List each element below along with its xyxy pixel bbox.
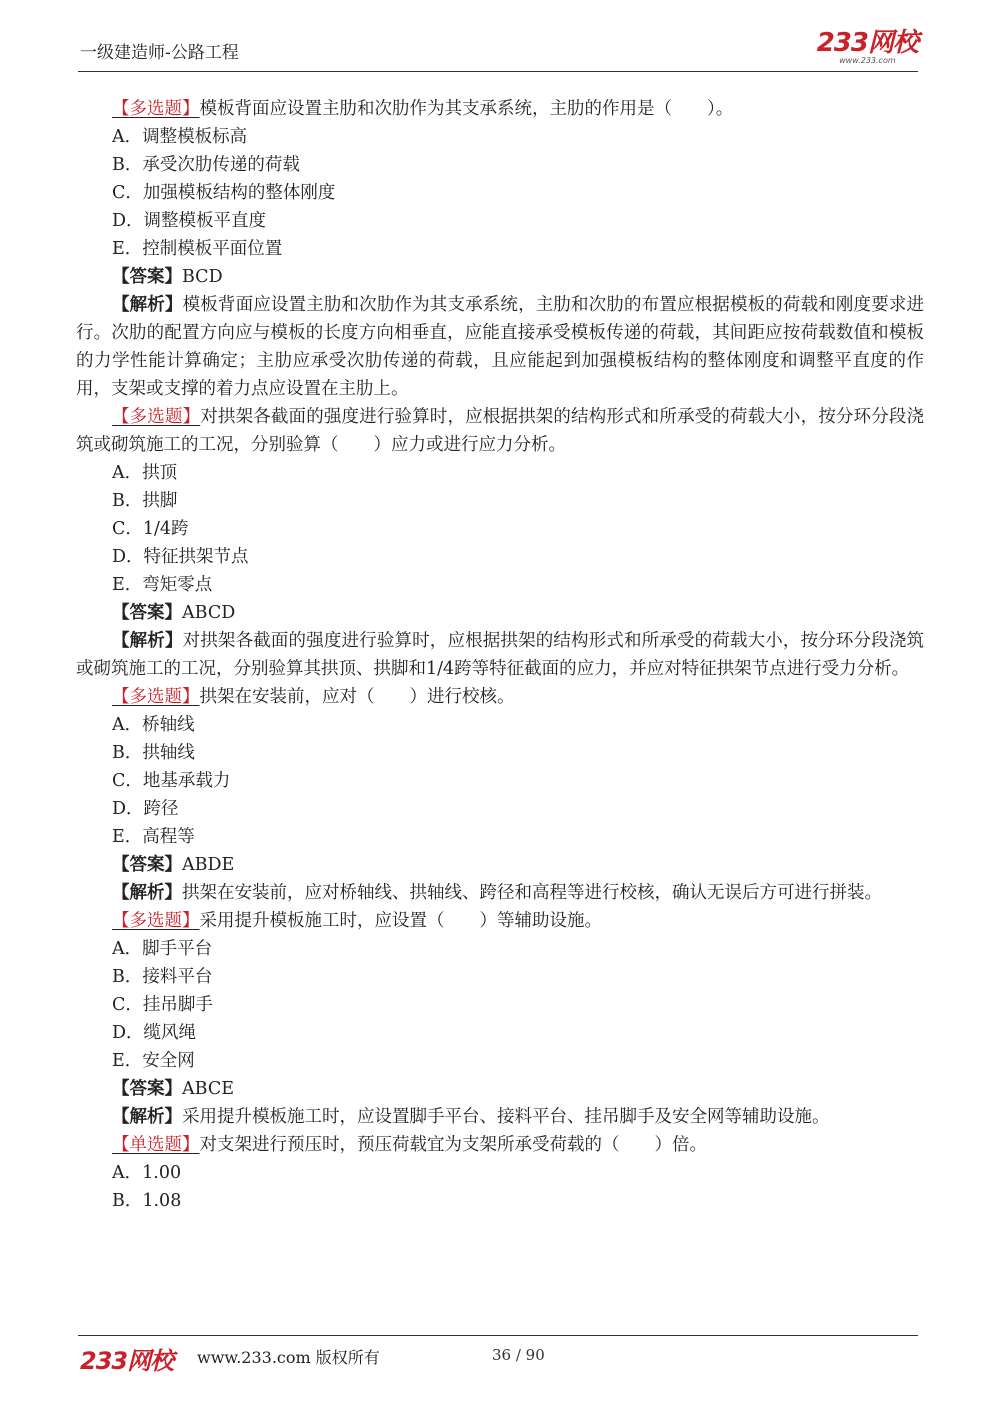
- question-stem: [76, 1131, 924, 1159]
- answer-value: ABCD: [182, 603, 236, 623]
- analysis-label: 【解析】: [112, 883, 182, 903]
- question-block: [76, 683, 924, 907]
- analysis-line: [76, 291, 924, 403]
- option-b: B．拱轴线: [112, 743, 195, 763]
- page-number: 36 / 90: [492, 1346, 545, 1364]
- question-text: 对拱架各截面的强度进行验算时，应根据拱架的结构形式和所承受的荷载大小，按分环分段浇筑或砌筑施工的工况，分别验算（ ）应力或进行应力分析。: [76, 407, 925, 455]
- option-c: C．1/4跨: [112, 519, 189, 539]
- brand-logo: [817, 30, 918, 65]
- question-stem: [76, 403, 924, 459]
- option-a: A．脚手平台: [112, 939, 213, 959]
- question-type-tag: 【多选题】: [112, 687, 200, 707]
- analysis-label: 【解析】: [112, 1107, 182, 1127]
- option-e: E．高程等: [112, 827, 195, 847]
- option-d: D．缆风绳: [112, 1023, 197, 1043]
- option-e: E．控制模板平面位置: [112, 239, 283, 259]
- question-type-tag: 【多选题】: [112, 99, 200, 119]
- question-stem: [76, 683, 924, 711]
- answer-value: ABCE: [182, 1079, 234, 1099]
- option-c: C．加强模板结构的整体刚度: [112, 183, 336, 203]
- answer-label: 【答案】: [112, 603, 182, 623]
- option-b: B．拱脚: [112, 491, 178, 511]
- analysis-line: [76, 879, 924, 907]
- option-b: B．承受次肋传递的荷载: [112, 155, 300, 175]
- option-d: D．调整模板平直度: [112, 211, 267, 231]
- question-stem: [76, 95, 924, 123]
- analysis-text: 对拱架各截面的强度进行验算时，应根据拱架的结构形式和所承受的荷载大小，按分环分段浇筑或砌筑施工的工况，分别验算其拱顶、拱脚和1/4跨等特征截面的应力，并应对特征拱架节点进行受力分析。: [76, 631, 924, 679]
- option-d: D．特征拱架节点: [112, 547, 249, 567]
- option-e: E．弯矩零点: [112, 575, 213, 595]
- answer-line: [76, 599, 924, 627]
- analysis-label: 【解析】: [112, 631, 183, 651]
- option-b: B．接料平台: [112, 967, 213, 987]
- answer-value: BCD: [182, 267, 223, 287]
- question-block: [76, 1131, 924, 1215]
- analysis-label: 【解析】: [112, 295, 183, 315]
- question-text: 模板背面应设置主肋和次肋作为其支承系统，主肋的作用是（ ）。: [199, 99, 734, 119]
- question-block: [76, 95, 924, 403]
- option-a: A．1.00: [112, 1163, 182, 1183]
- option-d: D．跨径: [112, 799, 179, 819]
- question-type-tag: 【单选题】: [112, 1135, 200, 1155]
- analysis-text: 拱架在安装前，应对桥轴线、拱轴线、跨径和高程等进行校核，确认无误后方可进行拼装。: [182, 883, 882, 903]
- analysis-text: 采用提升模板施工时，应设置脚手平台、接料平台、挂吊脚手及安全网等辅助设施。: [182, 1107, 830, 1127]
- answer-label: 【答案】: [112, 267, 182, 287]
- header-title: 一级建造师-公路工程: [80, 43, 239, 63]
- option-b: B．1.08: [112, 1191, 182, 1211]
- header-divider: [78, 71, 918, 72]
- question-stem: [76, 907, 924, 935]
- answer-line: [76, 1075, 924, 1103]
- option-e: E．安全网: [112, 1051, 195, 1071]
- question-type-tag: 【多选题】: [112, 407, 201, 427]
- option-c: C．地基承载力: [112, 771, 231, 791]
- question-block: [76, 403, 924, 683]
- answer-value: ABDE: [182, 855, 235, 875]
- question-text: 对支架进行预压时，预压荷载宜为支架所承受荷载的（ ）倍。: [199, 1135, 707, 1155]
- answer-line: [76, 263, 924, 291]
- answer-line: [76, 851, 924, 879]
- option-c: C．挂吊脚手: [112, 995, 213, 1015]
- question-list: [76, 95, 924, 1215]
- brand-logo-text: 233网校: [816, 28, 918, 58]
- footer-divider: [78, 1335, 918, 1336]
- analysis-text: 模板背面应设置主肋和次肋作为其支承系统，主肋和次肋的布置应根据模板的荷载和刚度要求进行。次肋的配置方向应与模板的长度方向相垂直，应能直接承受模板传递的荷载，其间距应按荷载数值和模板的力学性能计算确定；主肋应承受次肋传递的荷载，且应能起到加强模板结构的整体刚度和调整平直度的作用，支架或支撑的着力点应设置在主肋上。: [76, 295, 924, 399]
- option-a: A．拱顶: [112, 463, 178, 483]
- analysis-line: [76, 1103, 924, 1131]
- question-text: 采用提升模板施工时，应设置（ ）等辅助设施。: [199, 911, 602, 931]
- footer-copyright: www.233.com 版权所有: [197, 1348, 380, 1367]
- answer-label: 【答案】: [112, 1079, 182, 1099]
- analysis-line: [76, 627, 924, 683]
- brand-logo-url: www.233.com: [839, 56, 896, 65]
- option-a: A．调整模板标高: [112, 127, 248, 147]
- answer-label: 【答案】: [112, 855, 182, 875]
- question-type-tag: 【多选题】: [112, 911, 200, 931]
- question-text: 拱架在安装前，应对（ ）进行校核。: [199, 687, 515, 707]
- footer-logo: 233网校: [80, 1347, 174, 1375]
- question-block: [76, 907, 924, 1131]
- option-a: A．桥轴线: [112, 715, 195, 735]
